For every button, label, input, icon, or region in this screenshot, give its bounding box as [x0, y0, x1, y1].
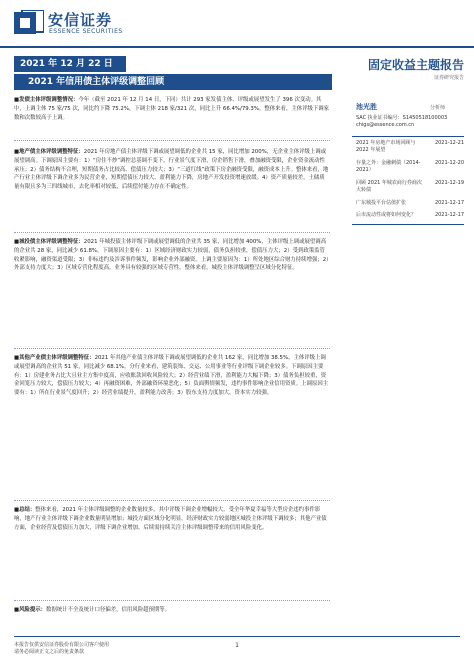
section-heading: ■总结：: [14, 507, 36, 513]
report-title: 2021 年信用债主体评级调整回顾: [14, 74, 332, 90]
related-report-title[interactable]: 广东城投平台估值扩张: [356, 200, 407, 206]
page-number: 1: [235, 642, 239, 649]
section-text: 数据统计不全及统计口径偏差，信用风险超预期等。: [46, 607, 171, 613]
section-divider: [14, 348, 330, 349]
section-risk: [14, 606, 330, 615]
section-divider: [14, 232, 330, 233]
analyst-name: 池光胜: [356, 103, 377, 111]
related-bottom-divider: [352, 224, 464, 225]
section-property: [14, 148, 330, 192]
related-report-title[interactable]: 回顾 2021 年城农商行券商次大转债: [356, 180, 422, 193]
section-rating-overview: [14, 96, 330, 122]
related-report-date: 2021-12-20: [434, 160, 464, 166]
analyst-cert: SAC 执业证书编号：S1450518100003: [356, 115, 448, 121]
related-report-date: 2021-12-17: [434, 212, 464, 218]
section-heading: ■发债主体评级调整情况：: [14, 97, 79, 103]
header-divider: [0, 46, 474, 48]
section-text: 今年（截至 2021 年 12 月 14 日，下同）共计 293 家发债主体、评级或展望发生了 396 次变动。其中，上调主体 75 家/75 次，同比约下降 75.2%，下调主体 218 家/321 次，同比上升 66.4%/79.3%。整体来看，主体评级下调家数和次数较高于上调。: [14, 97, 330, 121]
related-report-date: 2021-12-19: [434, 180, 464, 186]
section-divider: [14, 500, 330, 501]
report-type: 证券研究报告: [433, 75, 464, 81]
footer-note: [14, 642, 314, 656]
logo: [14, 8, 144, 40]
related-report-title[interactable]: 后市流动性或将如何变化？: [356, 212, 417, 218]
analyst-email[interactable]: chigs@essence.com.cn: [356, 122, 415, 128]
logo-subtext: ESSENCE SECURITIES: [49, 28, 123, 35]
related-report-title[interactable]: 存量之外：金融刺债（2014-2021）: [356, 160, 421, 173]
related-report-title[interactable]: 2021 年房地产市场回顾与 2022 年展望: [356, 140, 416, 153]
section-summary: [14, 506, 330, 532]
section-heading: ■风险提示：: [14, 607, 47, 613]
related-report-date: 2021-12-17: [434, 200, 464, 206]
section-urban-investment: [14, 238, 330, 273]
section-text: 2021 年城投债主体评级下调或展望调低的企业共 35 家，同比增加 400%，主体评级上调或展望调高的企业共 28 家，同比减少 61.8%。下调原因主要有：1）区域经济财政实力较弱，债务负担较重，偿债压力大；2）受到政策监管收紧影响，融资渠道受限；3）非标违约及涉诉事件频发，影响企业外部融资。上调主要原因为：1）所处地区综合财力持续增强；2）外部支持力度大；3）区域专营化程度高，业务具有较强的区域专营性。整体来看，城投主体评级调整呈区域分化特征。: [14, 239, 329, 272]
section-divider: [14, 600, 330, 601]
section-divider: [14, 140, 330, 141]
analyst-role: 分析师: [430, 105, 446, 111]
footer-divider: [14, 636, 460, 637]
logo-icon: [14, 10, 44, 36]
footer-note-line: 请务必阅读正文之后的免责条款: [14, 649, 85, 655]
section-heading: ■其他产业债主体评级调整特征：: [14, 355, 95, 361]
report-category: 固定收益主题报告: [367, 58, 464, 72]
related-top-divider: [352, 136, 464, 137]
section-text: 2021 年房地产债主体评级下调或展望调低的企业共 15 家，同比增加 200%，无企业主体评级上调或展望调高。下调原因主要有：1）“房住不炒”调控总基调不变下，行业景气度下滑，房企销售下滑，叠加融资受限，企业资金流动性承压；2）债务结构不合理，短期债务占比较高、偿债压力较大；3）“三道红线”政策下房企融资受限，融资成本上升。整体来看，地产行业主体评级下调企业多为民营企业，短期偿债压力较大、盈利能力下降，房地产开发投资增速放缓。4）资产质量较差，土储质量有限且多为三四线城市，去化率相对较低，后续偿付能力存在不确定性。: [14, 149, 329, 191]
section-other-industry: [14, 354, 330, 398]
section-heading: ■城投债主体评级调整特征：: [14, 239, 84, 245]
section-text: 2021 年其他产业债主体评级下调或展望调低的企业共 162 家，同比增加 38.5%，主体评级上调或展望调高的企业共 51 家，同比减少 68.1%。分行业来看，建筑装饰、交运、公用事业等行业评级下调企业较多。下调原因主要有：1）房建业务占比大且业主方集中度高，应收账款回收风险较大；2）经营业绩下滑，盈利能力大幅下降；3）债务负担较重，资金回笼压力较大，偿债压力较大；4）再融资困难，外部融资环境恶化；5）负面舆情频发，违约事件影响企业信用资质。上调原因主要有：1）所在行业景气度回升；2）经营业绩提升，盈利能力改善；3）股东支持力度加大，资本实力较强。: [14, 355, 329, 397]
report-date: 2021 年 12 月 22 日: [14, 56, 126, 72]
related-report-date: 2021-12-21: [434, 140, 464, 146]
footer-note-line: 本报告仅供安信证券股份有限公司客户使用: [14, 642, 110, 648]
section-text: 整体来看，2021 年主体评级调整的企业数量较多，其中评级下调企业增幅较大。受全年华夏幸福等大型房企违约事件影响，地产行业主体评级下调企业数量明显增加；城投方面区域分化明显，经济财政实力较弱地区城投主体评级下调较多；其他产业债方面，企业经营及偿债压力加大，评级下调企业增加。后续需持续关注主体评级调整带来的信用风险变化。: [14, 507, 327, 531]
logo-text: 安信证券: [48, 11, 113, 29]
section-heading: ■地产债主体评级调整特征：: [14, 149, 84, 155]
